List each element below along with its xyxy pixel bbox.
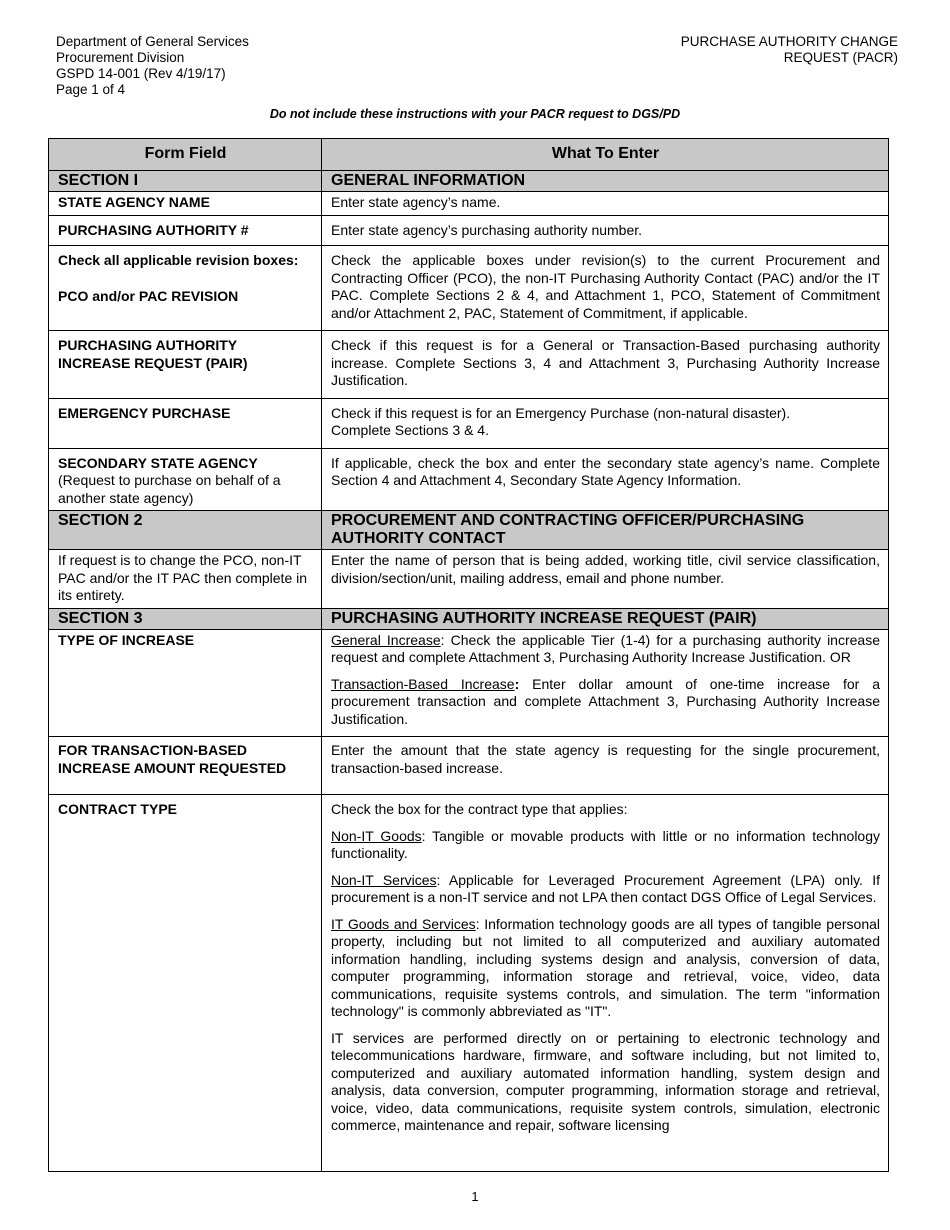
general-increase-paragraph <box>331 632 880 667</box>
section-2-label: SECTION 2 <box>49 511 322 550</box>
transaction-increase-text: Enter dollar amount of one-time increase for a procurement transaction and complete Attachment 3, Purchasing Authority Increase Justification. <box>331 675 880 727</box>
contract-intro: Check the box for the contract type that applies: <box>331 801 628 817</box>
it-services-paragraph: IT services are performed directly on or pertaining to electronic technology and telecommunications hardware, firmware, and software including, but not limited to, computerized and auxiliary automated information handling, system design and analysis, data conversion, computer programming, information storage and retrieval, voice, video, data communications, requisite system controls, simulation, electronic commerce, maintenance and repair, software licensing <box>331 1029 880 1133</box>
non-it-goods-heading: Non-IT Goods <box>331 827 422 844</box>
table-row <box>49 737 889 795</box>
contract-type-content <box>331 801 880 1171</box>
section-1-row <box>49 171 889 192</box>
field-purchasing-authority-number: PURCHASING AUTHORITY # <box>49 215 322 246</box>
non-it-goods-text: : Tangible or movable products with little or no information technology functionality. <box>331 827 880 861</box>
transaction-increase-colon: : <box>514 675 520 692</box>
desc-secondary-agency: If applicable, check the box and enter the secondary state agency’s name. Complete Section 4 and Attachment 4, Secondary State Agency Information. <box>322 448 889 511</box>
section-2-title: PROCUREMENT AND CONTRACTING OFFICER/PURCHASING AUTHORITY CONTACT <box>322 511 889 550</box>
table-row <box>49 629 889 737</box>
section-3-label: SECTION 3 <box>49 608 322 629</box>
it-goods-services-heading: IT Goods and Services <box>331 915 476 932</box>
section-1-label: SECTION I <box>49 171 322 192</box>
secondary-label: SECONDARY STATE AGENCY <box>58 454 258 471</box>
field-emergency-purchase: EMERGENCY PURCHASE <box>49 398 322 448</box>
table-row <box>49 398 889 448</box>
section-2-row <box>49 511 889 550</box>
header-left <box>56 34 249 98</box>
column-header-form-field: Form Field <box>49 139 322 171</box>
desc-change-contact: Enter the name of person that is being added, working title, civil service classification, division/section/unit, mailing address, email and phone number. <box>322 550 889 609</box>
field-revision <box>49 246 322 331</box>
desc-state-agency-name: Enter state agency’s name. <box>322 192 889 216</box>
form-title-line2: REQUEST (PACR) <box>783 50 898 65</box>
table-row <box>49 331 889 399</box>
desc-type-of-increase <box>322 629 889 737</box>
table-header-row <box>49 139 889 171</box>
non-it-services-heading: Non-IT Services <box>331 871 437 888</box>
desc-revision: Check the applicable boxes under revision(s) to the current Procurement and Contracting Officer (PCO), the non-IT Purchasing Authority Contact (PAC) and/or the IT PAC. Complete Sections 2 & 4, and Attachment 1, PCO, Statement of Commitment and/or Attachment 2, PAC, Statement of Commitment, if applicable. <box>322 246 889 331</box>
non-it-services-text: : Applicable for Leveraged Procurement Agreement (LPA) only. If procurement is a non-IT service and not LPA then contact DGS Office of Legal Services. <box>331 871 880 905</box>
field-contract-type: CONTRACT TYPE <box>49 795 322 1172</box>
section-1-title: GENERAL INFORMATION <box>322 171 889 192</box>
it-goods-services-paragraph <box>331 916 880 1021</box>
non-it-goods-paragraph <box>331 828 880 863</box>
form-number: GSPD 14-001 (Rev 4/19/17) <box>56 66 226 81</box>
section-3-title: PURCHASING AUTHORITY INCREASE REQUEST (PAIR) <box>322 608 889 629</box>
desc-emergency-purchase <box>322 398 889 448</box>
desc-contract-type <box>322 795 889 1172</box>
field-change-contact: If request is to change the PCO, non-IT PAC and/or the IT PAC then complete in its entirety. <box>49 550 322 609</box>
emergency-text-2: Complete Sections 3 & 4. <box>331 422 489 438</box>
column-header-what-to-enter: What To Enter <box>322 139 889 171</box>
header-right <box>681 34 898 66</box>
transaction-increase-paragraph <box>331 676 880 729</box>
revision-label-2: PCO and/or PAC REVISION <box>58 287 239 304</box>
table-row <box>49 246 889 331</box>
desc-pair: Check if this request is for a General or Transaction-Based purchasing authority increase. Complete Sections 3, 4 and Attachment 3, Purchasing Authority Increase Justification. <box>322 331 889 399</box>
table-row <box>49 192 889 216</box>
desc-purchasing-authority-number: Enter state agency’s purchasing authority number. <box>322 215 889 246</box>
non-it-services-paragraph <box>331 872 880 907</box>
desc-transaction-amount: Enter the amount that the state agency is requesting for the single procurement, transaction-based increase. <box>322 737 889 795</box>
revision-label-1: Check all applicable revision boxes: <box>58 252 299 268</box>
emergency-text-1: Check if this request is for an Emergency Purchase (non-natural disaster). <box>331 404 791 421</box>
page-number: 1 <box>471 1189 479 1204</box>
table-row <box>49 795 889 1172</box>
section-3-row <box>49 608 889 629</box>
transaction-increase-heading: Transaction-Based Increase <box>331 675 515 692</box>
instructions-table <box>48 138 889 1172</box>
secondary-note: (Request to purchase on behalf of a another state agency) <box>58 472 281 506</box>
field-secondary-agency <box>49 448 322 511</box>
general-increase-text: : Check the applicable Tier (1-4) for a purchasing authority increase request and complete Attachment 3, Purchasing Authority Increase Justification. OR <box>331 631 880 665</box>
table-row <box>49 448 889 511</box>
form-title-line1: PURCHASE AUTHORITY CHANGE <box>680 34 898 49</box>
division-name: Procurement Division <box>56 50 185 65</box>
instruction-note: Do not include these instructions with your PACR request to DGS/PD <box>269 107 681 121</box>
table-row <box>49 550 889 609</box>
department-name: Department of General Services <box>56 34 249 49</box>
general-increase-heading: General Increase <box>331 631 441 648</box>
table-row <box>49 215 889 246</box>
it-goods-services-text: : Information technology goods are all types of tangible personal property, including but not limited to all computerized and auxiliary automated information handling, including systems design and analysis, conversion of data, computer programming, information storage and retrieval, voice, video, data communications, requisite systems controls, and simulation. The term "information technology" is commonly abbreviated as "IT". <box>331 915 880 1019</box>
field-transaction-amount: FOR TRANSACTION-BASED INCREASE AMOUNT REQUESTED <box>49 737 322 795</box>
field-pair: PURCHASING AUTHORITY INCREASE REQUEST (PAIR) <box>49 331 322 399</box>
field-type-of-increase: TYPE OF INCREASE <box>49 629 322 737</box>
page-indicator: Page 1 of 4 <box>56 82 126 97</box>
field-state-agency-name: STATE AGENCY NAME <box>49 192 322 216</box>
